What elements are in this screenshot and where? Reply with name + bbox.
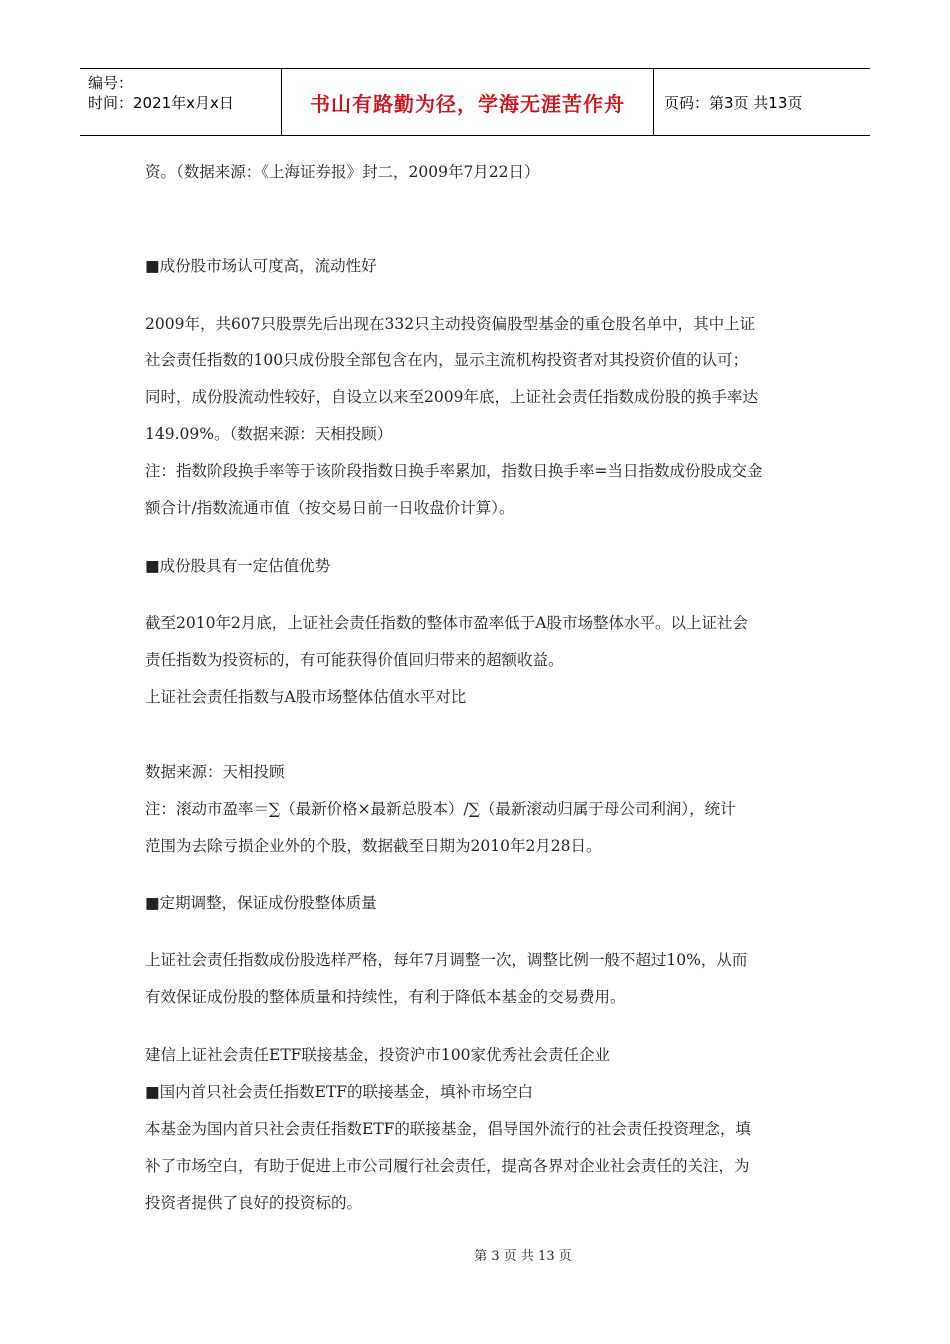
body-line: 2009年，共607只股票先后出现在332只主动投资偏股型基金的重仓股名单中，其中上证 [145, 315, 756, 333]
page-footer: 第 3 页 共 13 页 [474, 1249, 572, 1264]
body-line: 上证社会责任指数成份股选样严格，每年7月调整一次，调整比例一般不超过10%，从而 [145, 951, 748, 969]
subtitle-line: 建信上证社会责任ETF联接基金，投资沪市100家优秀社会责任企业 [145, 1046, 610, 1064]
body-line: 补了市场空白，有助于促进上市公司履行社会责任，提高各界对企业社会责任的关注，为 [145, 1157, 750, 1175]
figure-caption: 上证社会责任指数与A股市场整体估值水平对比 [145, 688, 467, 706]
body-line: 投资者提供了良好的投资标的。 [145, 1194, 363, 1212]
section-heading: ■国内首只社会责任指数ETF的联接基金，填补市场空白 [145, 1083, 534, 1101]
header-motto: 书山有路勤为径，学海无涯苦作舟 [282, 69, 654, 135]
body-line: 本基金为国内首只社会责任指数ETF的联接基金，倡导国外流行的社会责任投资理念，填 [145, 1120, 751, 1138]
note-line: 额合计/指数流通市值（按交易日前一日收盘价计算）。 [145, 499, 515, 517]
time-label: 时间：2021年x月x日 [88, 94, 234, 112]
body-line: 同时，成份股流动性较好，自设立以来至2009年底，上证社会责任指数成份股的换手率达 [145, 388, 758, 406]
body-line: 资。（数据来源：《上海证券报》封二，2009年7月22日） [145, 163, 540, 181]
note-line: 注：指数阶段换手率等于该阶段指数日换手率累加，指数日换手率=当日指数成份股成交金 [145, 462, 763, 480]
body-line: 有效保证成份股的整体质量和持续性，有利于降低本基金的交易费用。 [145, 988, 626, 1006]
body-line: 社会责任指数的100只成份股全部包含在内，显示主流机构投资者对其投资价值的认可； [145, 351, 749, 369]
header-meta [80, 69, 282, 135]
section-heading: ■成份股市场认可度高，流动性好 [145, 257, 377, 275]
data-source: 数据来源：天相投顾 [145, 763, 285, 781]
note-line: 注：滚动市盈率＝∑（最新价格×最新总股本）/∑（最新滚动归属于母公司利润），统计 [145, 800, 736, 818]
section-heading: ■成份股具有一定估值优势 [145, 557, 331, 575]
document-header [80, 68, 870, 136]
body-line: 149.09%。（数据来源：天相投顾） [145, 425, 393, 443]
body-line: 截至2010年2月底，上证社会责任指数的整体市盈率低于A股市场整体水平。以上证社会 [145, 614, 749, 632]
body-line: 责任指数为投资标的，有可能获得价值回归带来的超额收益。 [145, 651, 564, 669]
header-page-info: 页码：第3页 共13页 [664, 93, 803, 112]
note-line: 范围为去除亏损企业外的个股，数据截至日期为2010年2月28日。 [145, 837, 602, 855]
section-heading: ■定期调整，保证成份股整体质量 [145, 894, 377, 912]
number-label: 编号： [88, 74, 134, 92]
